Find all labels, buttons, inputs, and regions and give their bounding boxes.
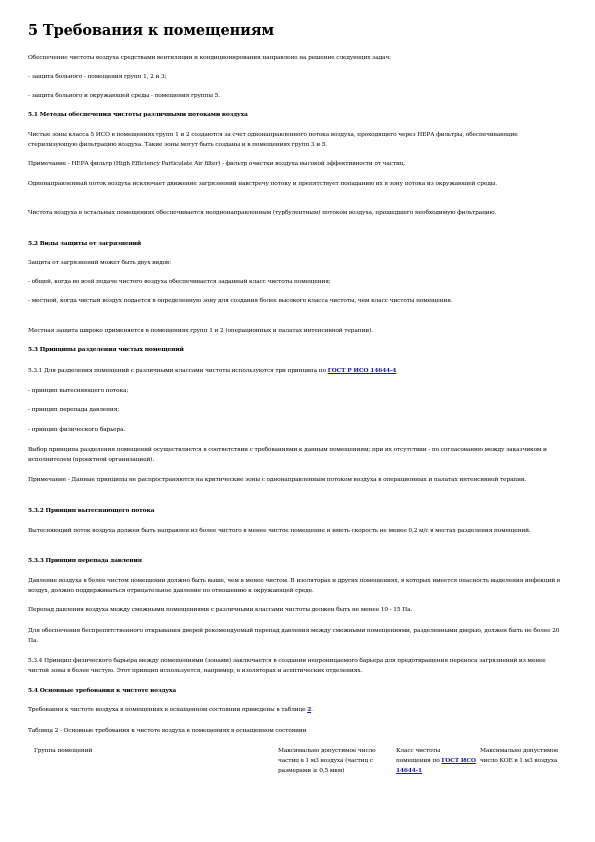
paragraph: Защита от загрязнений может быть двух видов: bbox=[28, 260, 171, 266]
list-item: - принцип физического барьера. bbox=[28, 427, 126, 433]
paragraph-text: 5.3.1 Для разделения помещений с различными классами чистоты используются три принципа по bbox=[28, 368, 328, 374]
table-header-particles: Максимально допустимое число частиц в 1 м3 воздуха (частиц с размерами ≥ 0,5 мкм) bbox=[278, 748, 376, 774]
page-title: 5 Требования к помещениям bbox=[28, 22, 274, 39]
list-item: - принцип вытесняющего потока; bbox=[28, 388, 129, 394]
section-heading-5-2: 5.2 Виды защиты от загрязнений bbox=[28, 240, 142, 247]
list-item: - защита больного - помещения групп 1, 2 и 3; bbox=[28, 74, 167, 80]
gost-14644-1-link[interactable]: ГОСТ ИСО 14644-1 bbox=[396, 757, 476, 774]
section-heading-5-4: 5.4 Основные требования к чистоте воздуха bbox=[28, 687, 176, 694]
paragraph: 5.3.4 Принцип физического барьера между помещениями (зонами) заключается в создании непроницаемого барьера для предотвращения переноса загрязнений из менее чистой зоны в более чистую. Этот принцип используется, например, в изоляторах и асептических отделениях. bbox=[28, 658, 546, 674]
section-heading-5-3: 5.3 Принципы разделения чистых помещений bbox=[28, 346, 184, 353]
section-heading-5-1: 5.1 Методы обеспечения чистоты различными потоками воздуха bbox=[28, 111, 248, 118]
list-item: - местной, когда чистый воздух подается в определенную зону для создания более высокого класса чистоты, чем класс чистоты помещения. bbox=[28, 298, 453, 304]
paragraph: Выбор принципа разделения помещений осуществляется в соответствии с требованиями к данным помещениям; при их отсутствии - по согласованию между заказчиком и исполнителем (проектной организацией). bbox=[28, 447, 547, 463]
gost-14644-4-link[interactable]: ГОСТ Р ИСО 14644-4 bbox=[327, 367, 397, 374]
table-header-cfu: Максимально допустимое число КОЕ в 1 м3 воздуха bbox=[480, 748, 559, 764]
paragraph: Местная защита широко применяется в помещениях групп 1 и 2 (операционных и палатах интенсивной терапии). bbox=[28, 328, 373, 334]
section-heading-5-3-2: 5.3.2 Принцип вытесняющего потока bbox=[28, 507, 155, 514]
paragraph: Чистота воздуха в остальных помещениях обеспечивается неоднонаправленным (турбулентным) потоком воздуха, прошедшего необходимую фильтрацию. bbox=[28, 210, 497, 216]
table-header-class-text: Класс чистоты помещения по bbox=[396, 748, 442, 764]
paragraph: Чистые зоны класса 5 ИСО в помещениях групп 1 и 2 создаются за счет однонаправленного потока воздуха, проходящего через НЕРА фильтры, обеспечивающие стерилизующую фильтрацию воздуха. Такие зоны могут быть созданы и в помещениях групп 3 и 5. bbox=[28, 132, 518, 148]
paragraph: Давление воздуха в более чистом помещении должно быть выше, чем в менее чистом. В изоляторах и других помещениях, в которых имеется опасность выделения инфекций в воздух, должно поддерживаться отрицательное давление по отношению к окружающей среде. bbox=[28, 578, 560, 594]
paragraph bbox=[28, 705, 568, 715]
table-header-class bbox=[396, 746, 476, 776]
section-heading-5-3-3: 5.3.3 Принцип перепада давления bbox=[28, 557, 142, 564]
paragraph-text: Требования к чистоте воздуха в помещениях в оснащенном состоянии приведены в таблице bbox=[28, 707, 308, 713]
note: Примечание - НЕРА фильтр (High Efficiency Particulate Air filter) - фильтр очистки воздуха высокой эффективности от частиц. bbox=[28, 161, 406, 167]
table-header-group: Группа помещений bbox=[34, 748, 93, 754]
table-2-link[interactable]: 2 bbox=[307, 706, 312, 713]
paragraph: Обеспечение чистоты воздуха средствами вентиляции и кондиционирования направлено на решение следующих задач: bbox=[28, 55, 391, 61]
note: Примечание - Данные принципы не распространяются на критические зоны с однонаправленным потоком воздуха в операционных и палатах интенсивной терапии. bbox=[28, 477, 527, 483]
paragraph: Однонаправленный поток воздуха исключает движение загрязнений навстречу потоку и препятствует попаданию их в зону потока из окружающей среды. bbox=[28, 181, 497, 187]
paragraph: Перепад давления воздуха между смежными помещениями с различными классами чистоты должен быть не менее 10 - 15 Па. bbox=[28, 607, 413, 613]
table-caption: Таблица 2 - Основные требования к чистоте воздуха в помещениях в оснащенном состоянии bbox=[28, 728, 307, 734]
list-item: - общей, когда во всей подаче чистого воздуха обеспечивается заданный класс чистоты помещения; bbox=[28, 279, 331, 285]
paragraph-text: . bbox=[311, 707, 313, 713]
paragraph: Вытесняющий поток воздуха должен быть направлен из более чистого в менее чистое помещение и иметь скорость не менее 0,2 м/с в местах разделения помещений. bbox=[28, 528, 531, 534]
paragraph bbox=[28, 366, 568, 376]
paragraph: Для обеспечения беспрепятственного открывания дверей рекомендуемый перепад давления между смежными помещениями, разделенными дверью, должен быть не более 20 Па. bbox=[28, 628, 560, 644]
list-item: - защита больного и окружающей среды - помещения группы 5. bbox=[28, 93, 220, 99]
list-item: - принцип перепада давления; bbox=[28, 407, 120, 413]
